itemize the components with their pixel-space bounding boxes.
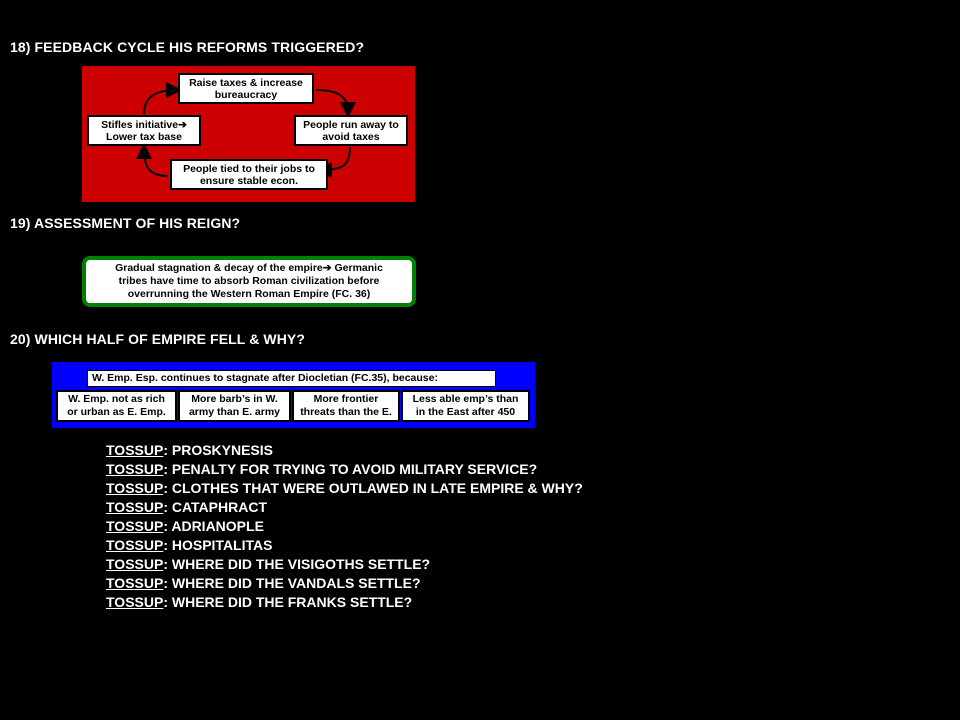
tossup-text: : ADRIANOPLE [163, 518, 264, 534]
tossup-text: : HOSPITALITAS [163, 537, 273, 553]
heading-q20: 20) WHICH HALF OF EMPIRE FELL & WHY? [10, 331, 306, 347]
heading-q18: 18) FEEDBACK CYCLE HIS REFORMS TRIGGERED? [10, 39, 365, 55]
arrow-top-to-right [316, 90, 348, 112]
tossup-text: : PENALTY FOR TRYING TO AVOID MILITARY SERVICE? [163, 461, 538, 477]
tossup-item [106, 517, 583, 536]
tossup-tag: TOSSUP [106, 480, 164, 496]
tossup-item [106, 555, 583, 574]
tossup-tag: TOSSUP [106, 461, 164, 477]
assessment-answer-box: Gradual stagnation & decay of the empire➔ Germanic tribes have time to absorb Roman civilization before overrunning the Western Roman Empire (FC. 36) [82, 256, 416, 307]
tossup-item [106, 593, 583, 612]
tossup-item [106, 460, 583, 479]
tossup-item [106, 441, 583, 460]
tossup-text: : CATAPHRACT [163, 499, 267, 515]
tossup-text: : WHERE DID THE VISIGOTHS SETTLE? [163, 556, 431, 572]
cycle-box-people-tied-to-jobs: People tied to their jobs to ensure stable econ. [170, 159, 328, 190]
reason-box-frontier-threats: More frontier threats than the E. [292, 390, 400, 422]
tossup-text: : WHERE DID THE FRANKS SETTLE? [163, 594, 413, 610]
tossup-tag: TOSSUP [106, 442, 164, 458]
tossup-item [106, 498, 583, 517]
cycle-box-people-run-away: People run away to avoid taxes [294, 115, 408, 146]
tossup-text: : CLOTHES THAT WERE OUTLAWED IN LATE EMPIRE & WHY? [163, 480, 583, 496]
tossup-tag: TOSSUP [106, 499, 164, 515]
feedback-cycle-diagram [82, 66, 415, 202]
tossup-tag: TOSSUP [106, 518, 164, 534]
tossup-item [106, 479, 583, 498]
cycle-box-stifles-initiative: Stifles initiative➔ Lower tax base [87, 115, 201, 146]
tossup-tag: TOSSUP [106, 575, 164, 591]
empire-fall-lead: W. Emp. Esp. continues to stagnate after Diocletian (FC.35), because: [87, 370, 496, 387]
tossup-item [106, 536, 583, 555]
arrow-left-to-top [144, 90, 176, 114]
tossup-tag: TOSSUP [106, 537, 164, 553]
tossup-tag: TOSSUP [106, 556, 164, 572]
tossup-text: : PROSKYNESIS [163, 442, 274, 458]
arrow-bottom-to-left [144, 149, 168, 176]
tossup-tag: TOSSUP [106, 594, 164, 610]
tossup-text: : WHERE DID THE VANDALS SETTLE? [163, 575, 421, 591]
empire-fall-panel [52, 362, 535, 428]
reason-box-barbarian-army: More barb’s in W. army than E. army [178, 390, 291, 422]
cycle-box-raise-taxes: Raise taxes & increase bureaucracy [178, 73, 314, 104]
tossup-list [106, 441, 583, 612]
reason-box-wealth: W. Emp. not as rich or urban as E. Emp. [56, 390, 177, 422]
tossup-item [106, 574, 583, 593]
heading-q19: 19) ASSESSMENT OF HIS REIGN? [10, 215, 241, 231]
reason-box-emperors: Less able emp’s than in the East after 450 [401, 390, 530, 422]
